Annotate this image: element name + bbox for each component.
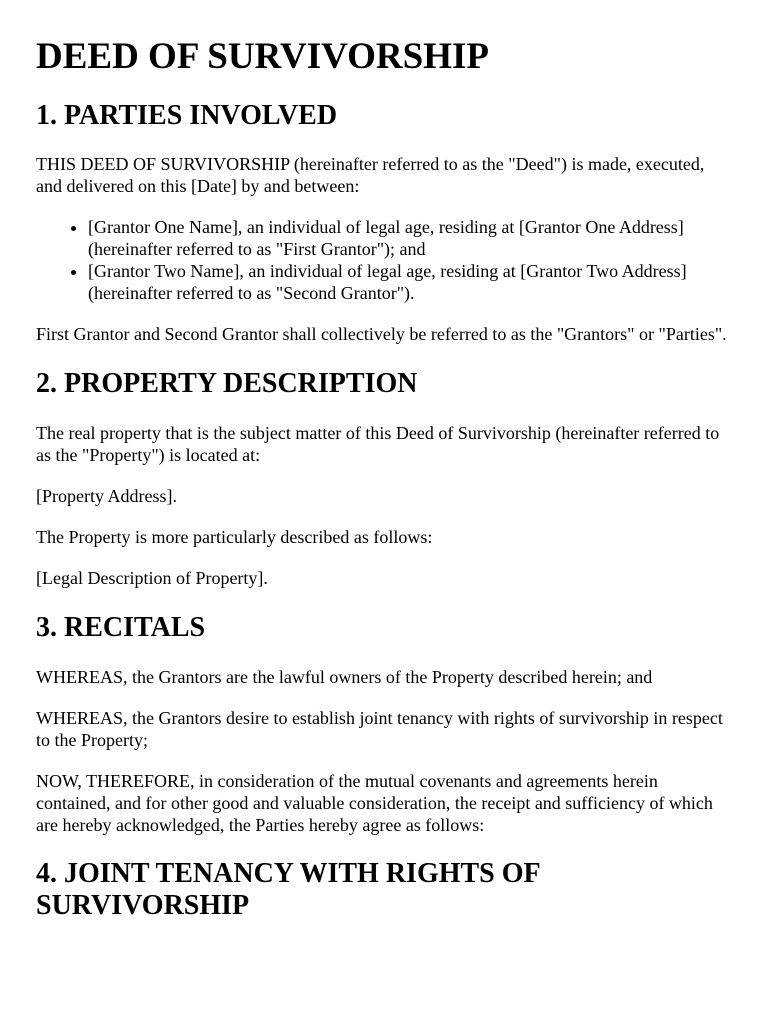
- property-address-placeholder: [Property Address].: [36, 486, 177, 506]
- property-legal-description-placeholder: [Legal Description of Property].: [36, 568, 268, 588]
- section-heading-parties: 1. PARTIES INVOLVED: [36, 100, 338, 131]
- property-particular-paragraph: The Property is more particularly described as follows:: [36, 527, 433, 547]
- parties-intro-paragraph: THIS DEED OF SURVIVORSHIP (hereinafter referred to as the "Deed") is made, executed, and delivered on this [Date] by and between:: [36, 154, 705, 196]
- recital-paragraph-joint-tenancy: WHEREAS, the Grantors desire to establish joint tenancy with rights of survivorship in respect to the Property;: [36, 708, 723, 750]
- recital-paragraph-owners: WHEREAS, the Grantors are the lawful owners of the Property described herein; and: [36, 667, 653, 687]
- recital-paragraph-consideration: NOW, THEREFORE, in consideration of the mutual covenants and agreements herein contained, and for other good and valuable consideration, the receipt and sufficiency of which are hereby acknowledged, the Parties hereby agree as follows:: [36, 771, 713, 835]
- list-item-first-grantor: • [Grantor One Name], an individual of legal age, residing at [Grantor One Address] (hereinafter referred to as "First Grantor"); and: [88, 216, 734, 260]
- grantors-list: [36, 216, 734, 304]
- property-intro-paragraph: The real property that is the subject matter of this Deed of Survivorship (hereinafter referred to as the "Property") is located at:: [36, 423, 720, 465]
- list-item-second-grantor: • [Grantor Two Name], an individual of legal age, residing at [Grantor Two Address] (hereinafter referred to as "Second Grantor").: [88, 260, 734, 304]
- section-heading-recitals: 3. RECITALS: [36, 612, 206, 643]
- section-heading-property: 2. PROPERTY DESCRIPTION: [36, 368, 418, 399]
- parties-collective-paragraph: First Grantor and Second Grantor shall collectively be referred to as the "Grantors" or "Parties".: [36, 324, 727, 344]
- section-heading-joint-tenancy: 4. JOINT TENANCY WITH RIGHTS OF SURVIVORSHIP: [36, 858, 540, 921]
- document-title: DEED OF SURVIVORSHIP: [36, 36, 489, 77]
